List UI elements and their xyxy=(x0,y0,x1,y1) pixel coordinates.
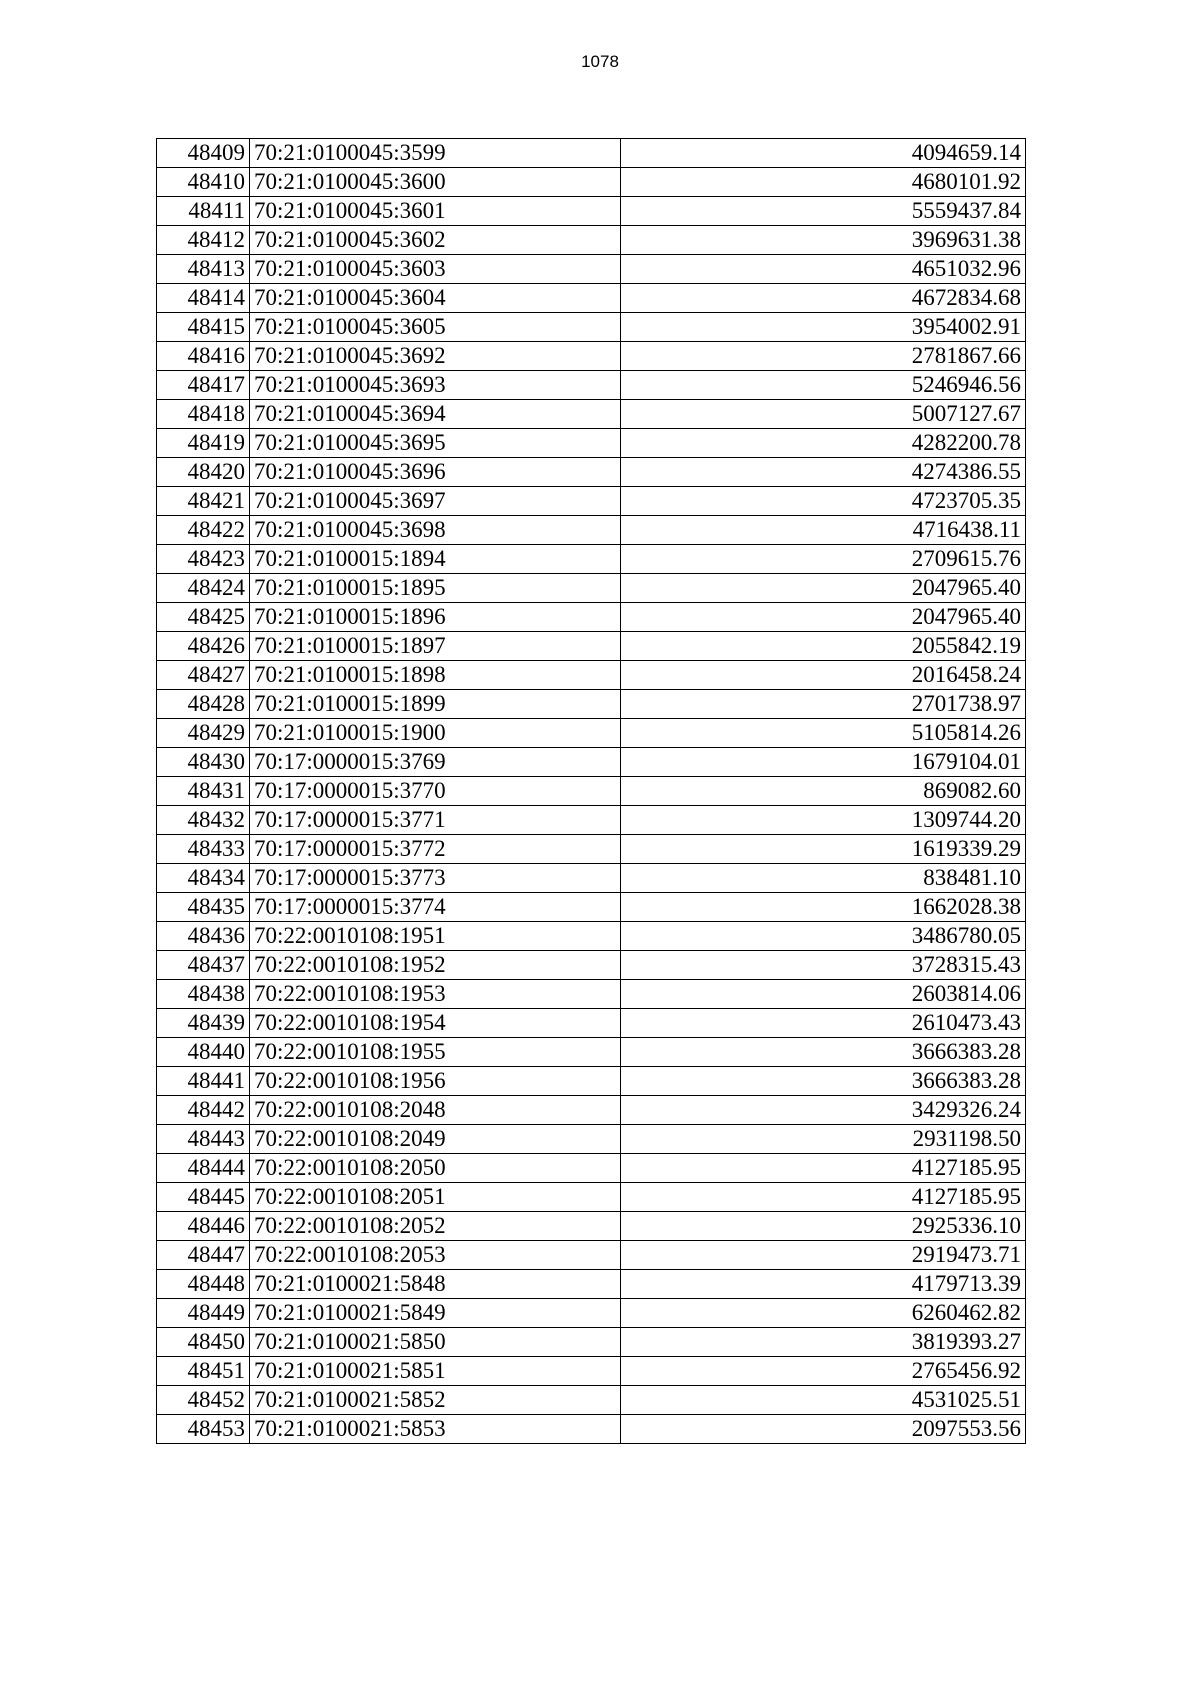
row-number-cell: 48450 xyxy=(157,1328,250,1357)
cadastral-number-cell: 70:21:0100021:5849 xyxy=(250,1299,621,1328)
table-row xyxy=(157,719,1026,748)
cadastral-value-cell: 4716438.11 xyxy=(621,516,1026,545)
row-number-cell: 48416 xyxy=(157,342,250,371)
cadastral-value-cell: 3728315.43 xyxy=(621,951,1026,980)
cadastral-value-cell: 3666383.28 xyxy=(621,1067,1026,1096)
cadastral-number-cell: 70:22:0010108:1951 xyxy=(250,922,621,951)
cadastral-number-cell: 70:17:0000015:3773 xyxy=(250,864,621,893)
cadastral-value-cell: 4127185.95 xyxy=(621,1154,1026,1183)
cadastral-value-cell: 2709615.76 xyxy=(621,545,1026,574)
row-number-cell: 48413 xyxy=(157,255,250,284)
table-row xyxy=(157,1009,1026,1038)
row-number-cell: 48452 xyxy=(157,1386,250,1415)
row-number-cell: 48448 xyxy=(157,1270,250,1299)
row-number-cell: 48431 xyxy=(157,777,250,806)
row-number-cell: 48426 xyxy=(157,632,250,661)
row-number-cell: 48439 xyxy=(157,1009,250,1038)
row-number-cell: 48442 xyxy=(157,1096,250,1125)
cadastral-number-cell: 70:17:0000015:3774 xyxy=(250,893,621,922)
cadastral-number-cell: 70:21:0100021:5850 xyxy=(250,1328,621,1357)
row-number-cell: 48412 xyxy=(157,226,250,255)
cadastral-number-cell: 70:22:0010108:2050 xyxy=(250,1154,621,1183)
cadastral-number-cell: 70:22:0010108:1956 xyxy=(250,1067,621,1096)
cadastral-number-cell: 70:22:0010108:1954 xyxy=(250,1009,621,1038)
cadastral-value-cell: 1309744.20 xyxy=(621,806,1026,835)
row-number-cell: 48433 xyxy=(157,835,250,864)
cadastral-value-cell: 5105814.26 xyxy=(621,719,1026,748)
cadastral-value-cell: 2925336.10 xyxy=(621,1212,1026,1241)
row-number-cell: 48445 xyxy=(157,1183,250,1212)
cadastral-number-cell: 70:21:0100045:3605 xyxy=(250,313,621,342)
cadastral-value-cell: 2765456.92 xyxy=(621,1357,1026,1386)
row-number-cell: 48437 xyxy=(157,951,250,980)
cadastral-number-cell: 70:21:0100015:1898 xyxy=(250,661,621,690)
row-number-cell: 48419 xyxy=(157,429,250,458)
row-number-cell: 48438 xyxy=(157,980,250,1009)
cadastral-value-cell: 4179713.39 xyxy=(621,1270,1026,1299)
cadastral-number-cell: 70:21:0100021:5848 xyxy=(250,1270,621,1299)
table-row xyxy=(157,893,1026,922)
table-row xyxy=(157,574,1026,603)
table-row xyxy=(157,864,1026,893)
cadastral-number-cell: 70:21:0100045:3697 xyxy=(250,487,621,516)
table-row xyxy=(157,1328,1026,1357)
cadastral-value-cell: 5246946.56 xyxy=(621,371,1026,400)
table-row xyxy=(157,1386,1026,1415)
cadastral-value-cell: 4127185.95 xyxy=(621,1183,1026,1212)
cadastral-number-cell: 70:21:0100021:5851 xyxy=(250,1357,621,1386)
cadastral-number-cell: 70:21:0100015:1896 xyxy=(250,603,621,632)
row-number-cell: 48429 xyxy=(157,719,250,748)
table-row xyxy=(157,951,1026,980)
table-row xyxy=(157,1183,1026,1212)
cadastral-value-cell: 3666383.28 xyxy=(621,1038,1026,1067)
cadastral-value-cell: 2016458.24 xyxy=(621,661,1026,690)
row-number-cell: 48435 xyxy=(157,893,250,922)
table-row xyxy=(157,690,1026,719)
row-number-cell: 48421 xyxy=(157,487,250,516)
cadastral-value-cell: 2610473.43 xyxy=(621,1009,1026,1038)
cadastral-value-cell: 1662028.38 xyxy=(621,893,1026,922)
cadastral-value-cell: 4672834.68 xyxy=(621,284,1026,313)
row-number-cell: 48424 xyxy=(157,574,250,603)
cadastral-value-cell: 2047965.40 xyxy=(621,603,1026,632)
cadastral-value-cell: 2603814.06 xyxy=(621,980,1026,1009)
row-number-cell: 48414 xyxy=(157,284,250,313)
cadastral-number-cell: 70:21:0100015:1900 xyxy=(250,719,621,748)
table-row xyxy=(157,226,1026,255)
cadastral-value-cell: 869082.60 xyxy=(621,777,1026,806)
cadastral-number-cell: 70:21:0100045:3694 xyxy=(250,400,621,429)
row-number-cell: 48440 xyxy=(157,1038,250,1067)
table-row xyxy=(157,487,1026,516)
cadastral-number-cell: 70:21:0100021:5853 xyxy=(250,1415,621,1444)
row-number-cell: 48444 xyxy=(157,1154,250,1183)
cadastral-number-cell: 70:21:0100045:3599 xyxy=(250,139,621,168)
cadastral-number-cell: 70:22:0010108:1952 xyxy=(250,951,621,980)
cadastral-value-cell: 5559437.84 xyxy=(621,197,1026,226)
table-row xyxy=(157,1241,1026,1270)
cadastral-number-cell: 70:17:0000015:3769 xyxy=(250,748,621,777)
table-row xyxy=(157,516,1026,545)
cadastral-number-cell: 70:21:0100045:3696 xyxy=(250,458,621,487)
cadastral-number-cell: 70:21:0100045:3693 xyxy=(250,371,621,400)
table-row xyxy=(157,777,1026,806)
table-row xyxy=(157,922,1026,951)
row-number-cell: 48430 xyxy=(157,748,250,777)
table-row xyxy=(157,545,1026,574)
row-number-cell: 48453 xyxy=(157,1415,250,1444)
row-number-cell: 48451 xyxy=(157,1357,250,1386)
row-number-cell: 48434 xyxy=(157,864,250,893)
row-number-cell: 48441 xyxy=(157,1067,250,1096)
cadastral-number-cell: 70:21:0100045:3601 xyxy=(250,197,621,226)
cadastral-number-cell: 70:17:0000015:3772 xyxy=(250,835,621,864)
cadastral-number-cell: 70:22:0010108:2051 xyxy=(250,1183,621,1212)
cadastral-number-cell: 70:22:0010108:2049 xyxy=(250,1125,621,1154)
table-row xyxy=(157,284,1026,313)
cadastral-number-cell: 70:21:0100015:1897 xyxy=(250,632,621,661)
cadastral-value-cell: 2781867.66 xyxy=(621,342,1026,371)
row-number-cell: 48447 xyxy=(157,1241,250,1270)
cadastral-value-cell: 1679104.01 xyxy=(621,748,1026,777)
row-number-cell: 48449 xyxy=(157,1299,250,1328)
table-row xyxy=(157,429,1026,458)
table-row xyxy=(157,1067,1026,1096)
cadastral-value-cell: 5007127.67 xyxy=(621,400,1026,429)
table-row xyxy=(157,168,1026,197)
row-number-cell: 48409 xyxy=(157,139,250,168)
cadastral-value-cell: 4274386.55 xyxy=(621,458,1026,487)
cadastral-value-table xyxy=(156,138,1026,1444)
table-row xyxy=(157,603,1026,632)
cadastral-value-cell: 2701738.97 xyxy=(621,690,1026,719)
cadastral-value-cell: 3969631.38 xyxy=(621,226,1026,255)
row-number-cell: 48415 xyxy=(157,313,250,342)
cadastral-number-cell: 70:21:0100021:5852 xyxy=(250,1386,621,1415)
row-number-cell: 48411 xyxy=(157,197,250,226)
cadastral-value-cell: 3954002.91 xyxy=(621,313,1026,342)
row-number-cell: 48410 xyxy=(157,168,250,197)
cadastral-value-cell: 4723705.35 xyxy=(621,487,1026,516)
table-row xyxy=(157,1415,1026,1444)
row-number-cell: 48427 xyxy=(157,661,250,690)
table-row xyxy=(157,661,1026,690)
row-number-cell: 48425 xyxy=(157,603,250,632)
table-row xyxy=(157,980,1026,1009)
cadastral-value-cell: 1619339.29 xyxy=(621,835,1026,864)
cadastral-value-cell: 838481.10 xyxy=(621,864,1026,893)
cadastral-value-cell: 6260462.82 xyxy=(621,1299,1026,1328)
cadastral-value-cell: 2931198.50 xyxy=(621,1125,1026,1154)
row-number-cell: 48428 xyxy=(157,690,250,719)
table-row xyxy=(157,458,1026,487)
cadastral-number-cell: 70:21:0100015:1895 xyxy=(250,574,621,603)
table-row xyxy=(157,1096,1026,1125)
table-row xyxy=(157,1299,1026,1328)
table-row xyxy=(157,342,1026,371)
table-row xyxy=(157,748,1026,777)
row-number-cell: 48423 xyxy=(157,545,250,574)
cadastral-number-cell: 70:21:0100045:3602 xyxy=(250,226,621,255)
cadastral-value-cell: 3486780.05 xyxy=(621,922,1026,951)
cadastral-number-cell: 70:21:0100045:3692 xyxy=(250,342,621,371)
table-row xyxy=(157,806,1026,835)
table-row xyxy=(157,835,1026,864)
cadastral-number-cell: 70:21:0100015:1899 xyxy=(250,690,621,719)
table-row xyxy=(157,1357,1026,1386)
row-number-cell: 48420 xyxy=(157,458,250,487)
table-row xyxy=(157,1125,1026,1154)
cadastral-number-cell: 70:17:0000015:3770 xyxy=(250,777,621,806)
table-row xyxy=(157,255,1026,284)
row-number-cell: 48436 xyxy=(157,922,250,951)
cadastral-number-cell: 70:21:0100045:3604 xyxy=(250,284,621,313)
row-number-cell: 48446 xyxy=(157,1212,250,1241)
cadastral-number-cell: 70:21:0100045:3603 xyxy=(250,255,621,284)
table-row xyxy=(157,371,1026,400)
cadastral-value-cell: 2919473.71 xyxy=(621,1241,1026,1270)
cadastral-value-cell: 2047965.40 xyxy=(621,574,1026,603)
row-number-cell: 48418 xyxy=(157,400,250,429)
cadastral-value-cell: 4651032.96 xyxy=(621,255,1026,284)
table-row xyxy=(157,197,1026,226)
cadastral-value-cell: 4094659.14 xyxy=(621,139,1026,168)
table-row xyxy=(157,1212,1026,1241)
row-number-cell: 48443 xyxy=(157,1125,250,1154)
cadastral-value-cell: 3819393.27 xyxy=(621,1328,1026,1357)
table-row xyxy=(157,1154,1026,1183)
cadastral-number-cell: 70:17:0000015:3771 xyxy=(250,806,621,835)
row-number-cell: 48422 xyxy=(157,516,250,545)
table-body xyxy=(157,139,1026,1444)
cadastral-number-cell: 70:21:0100045:3600 xyxy=(250,168,621,197)
table-row xyxy=(157,400,1026,429)
table-row xyxy=(157,313,1026,342)
cadastral-value-cell: 2055842.19 xyxy=(621,632,1026,661)
cadastral-number-cell: 70:22:0010108:1955 xyxy=(250,1038,621,1067)
cadastral-number-cell: 70:22:0010108:1953 xyxy=(250,980,621,1009)
table-row xyxy=(157,139,1026,168)
page-number: 1078 xyxy=(581,52,619,71)
cadastral-value-cell: 4531025.51 xyxy=(621,1386,1026,1415)
cadastral-value-cell: 4282200.78 xyxy=(621,429,1026,458)
table-row xyxy=(157,632,1026,661)
cadastral-number-cell: 70:21:0100045:3698 xyxy=(250,516,621,545)
cadastral-number-cell: 70:21:0100045:3695 xyxy=(250,429,621,458)
cadastral-number-cell: 70:22:0010108:2052 xyxy=(250,1212,621,1241)
cadastral-number-cell: 70:22:0010108:2048 xyxy=(250,1096,621,1125)
row-number-cell: 48417 xyxy=(157,371,250,400)
cadastral-value-cell: 2097553.56 xyxy=(621,1415,1026,1444)
cadastral-value-cell: 3429326.24 xyxy=(621,1096,1026,1125)
table-row xyxy=(157,1270,1026,1299)
cadastral-value-cell: 4680101.92 xyxy=(621,168,1026,197)
cadastral-number-cell: 70:22:0010108:2053 xyxy=(250,1241,621,1270)
row-number-cell: 48432 xyxy=(157,806,250,835)
table-row xyxy=(157,1038,1026,1067)
cadastral-number-cell: 70:21:0100015:1894 xyxy=(250,545,621,574)
